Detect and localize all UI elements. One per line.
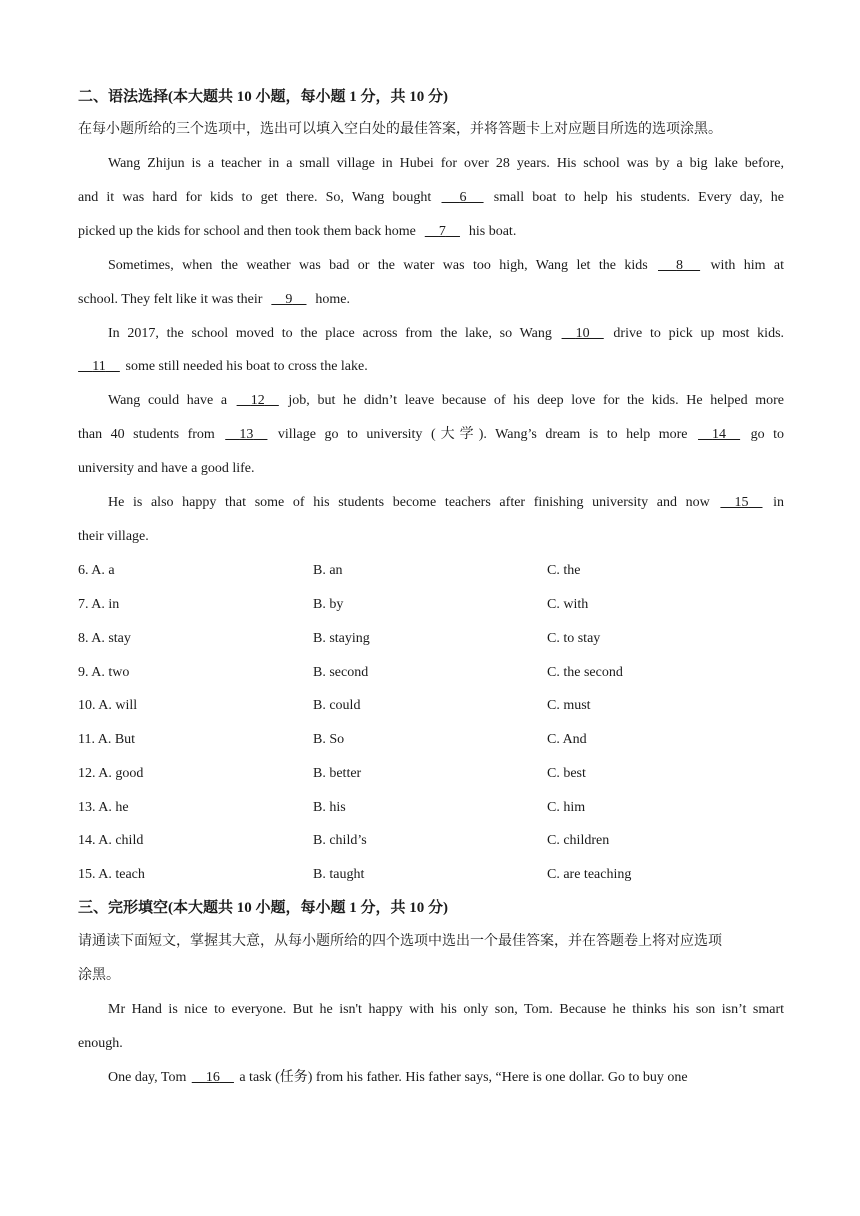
section-3-instruction: 涂黑。 <box>78 968 120 983</box>
option-a[interactable]: 9. A. two <box>78 665 130 680</box>
blank-12[interactable]: 12 <box>250 393 265 408</box>
passage-line: In 2017, the school moved to the place across from the lake, so Wang 10 drive to pick up most kids. <box>78 324 784 344</box>
option-b[interactable]: B. his <box>313 800 346 815</box>
passage-line: and it was hard for kids to get there. So, Wang bought 6 small boat to help his students. Every day, he <box>78 188 784 208</box>
option-a[interactable]: 6. A. a <box>78 563 115 578</box>
option-b[interactable]: B. second <box>313 665 369 680</box>
option-row <box>78 561 784 581</box>
blank-13[interactable]: 13 <box>239 427 254 442</box>
blank-9[interactable]: 9 <box>285 292 293 307</box>
passage-line: picked up the kids for school and then took them back home 7 his boat. <box>78 222 784 242</box>
option-row <box>78 629 784 649</box>
passage-line: Wang Zhijun is a teacher in a small village in Hubei for over 28 years. His school was by a big lake before, <box>108 156 784 171</box>
option-c[interactable]: C. must <box>547 698 591 713</box>
blank-16[interactable]: 16 <box>205 1070 220 1085</box>
option-row <box>78 831 784 851</box>
blank-8[interactable]: 8 <box>676 258 684 273</box>
option-c[interactable]: C. children <box>547 833 610 848</box>
passage-line: school. They felt like it was their 9 home. <box>78 290 784 310</box>
option-b[interactable]: B. could <box>313 698 361 713</box>
option-row <box>78 865 784 885</box>
option-c[interactable]: C. with <box>547 597 589 612</box>
blank-15[interactable]: 15 <box>734 495 749 510</box>
blank-10[interactable]: 10 <box>575 326 590 341</box>
option-c[interactable]: C. best <box>547 766 586 781</box>
passage-line: than 40 students from 13 village go to university (大学). Wang’s dream is to help more 14 go to <box>78 425 784 445</box>
passage-line: their village. <box>78 529 149 544</box>
option-row <box>78 798 784 818</box>
option-row <box>78 595 784 615</box>
option-c[interactable]: C. the second <box>547 665 623 680</box>
option-a[interactable]: 14. A. child <box>78 833 144 848</box>
option-a[interactable]: 11. A. But <box>78 732 136 747</box>
option-b[interactable]: B. staying <box>313 631 370 646</box>
option-b[interactable]: B. an <box>313 563 343 578</box>
passage-line: 11 some still needed his boat to cross the lake. <box>78 357 784 377</box>
option-c[interactable]: C. the <box>547 563 581 578</box>
blank-14[interactable]: 14 <box>712 427 727 442</box>
option-a[interactable]: 13. A. he <box>78 800 129 815</box>
blank-11[interactable]: 11 <box>92 359 106 374</box>
section-2-title: 二、语法选择(本大题共 10 小题，每小题 1 分，共 10 分) <box>78 89 448 105</box>
option-row <box>78 663 784 683</box>
passage-line: enough. <box>78 1036 123 1051</box>
option-b[interactable]: B. child’s <box>313 833 367 848</box>
option-b[interactable]: B. taught <box>313 867 365 882</box>
option-a[interactable]: 7. A. in <box>78 597 120 612</box>
option-a[interactable]: 8. A. stay <box>78 631 131 646</box>
option-row <box>78 696 784 716</box>
passage-line: Mr Hand is nice to everyone. But he isn't happy with his only son, Tom. Because he thinks his son isn’t smart <box>108 1002 784 1017</box>
option-a[interactable]: 15. A. teach <box>78 867 145 882</box>
option-b[interactable]: B. better <box>313 766 362 781</box>
section-3-title: 三、完形填空(本大题共 10 小题，每小题 1 分，共 10 分) <box>78 900 448 916</box>
option-c[interactable]: C. And <box>547 732 587 747</box>
option-c[interactable]: C. are teaching <box>547 867 632 882</box>
option-a[interactable]: 10. A. will <box>78 698 138 713</box>
blank-6[interactable]: 6 <box>459 190 467 205</box>
option-c[interactable]: C. to stay <box>547 631 601 646</box>
section-3-instruction: 请通读下面短文，掌握其大意，从每小题所给的四个选项中选出一个最佳答案，并在答题卷上将对应选项 <box>78 934 722 949</box>
passage-line: Sometimes, when the weather was bad or the water was too high, Wang let the kids 8 with him at <box>78 256 784 276</box>
section-2-instruction: 在每小题所给的三个选项中，选出可以填入空白处的最佳答案，并将答题卡上对应题目所选的选项涂黑。 <box>78 122 722 137</box>
option-a[interactable]: 12. A. good <box>78 766 144 781</box>
passage-line: Wang could have a 12 job, but he didn’t leave because of his deep love for the kids. He helped more <box>78 391 784 411</box>
option-c[interactable]: C. him <box>547 800 586 815</box>
option-row <box>78 764 784 784</box>
blank-7[interactable]: 7 <box>438 224 446 239</box>
passage-line: One day, Tom 16 a task (任务) from his father. His father says, “Here is one dollar. Go to buy one <box>78 1068 784 1088</box>
passage-line: He is also happy that some of his students become teachers after finishing university and now 15 in <box>78 493 784 513</box>
option-b[interactable]: B. So <box>313 732 345 747</box>
option-b[interactable]: B. by <box>313 597 344 612</box>
option-row <box>78 730 784 750</box>
passage-line: university and have a good life. <box>78 461 255 476</box>
